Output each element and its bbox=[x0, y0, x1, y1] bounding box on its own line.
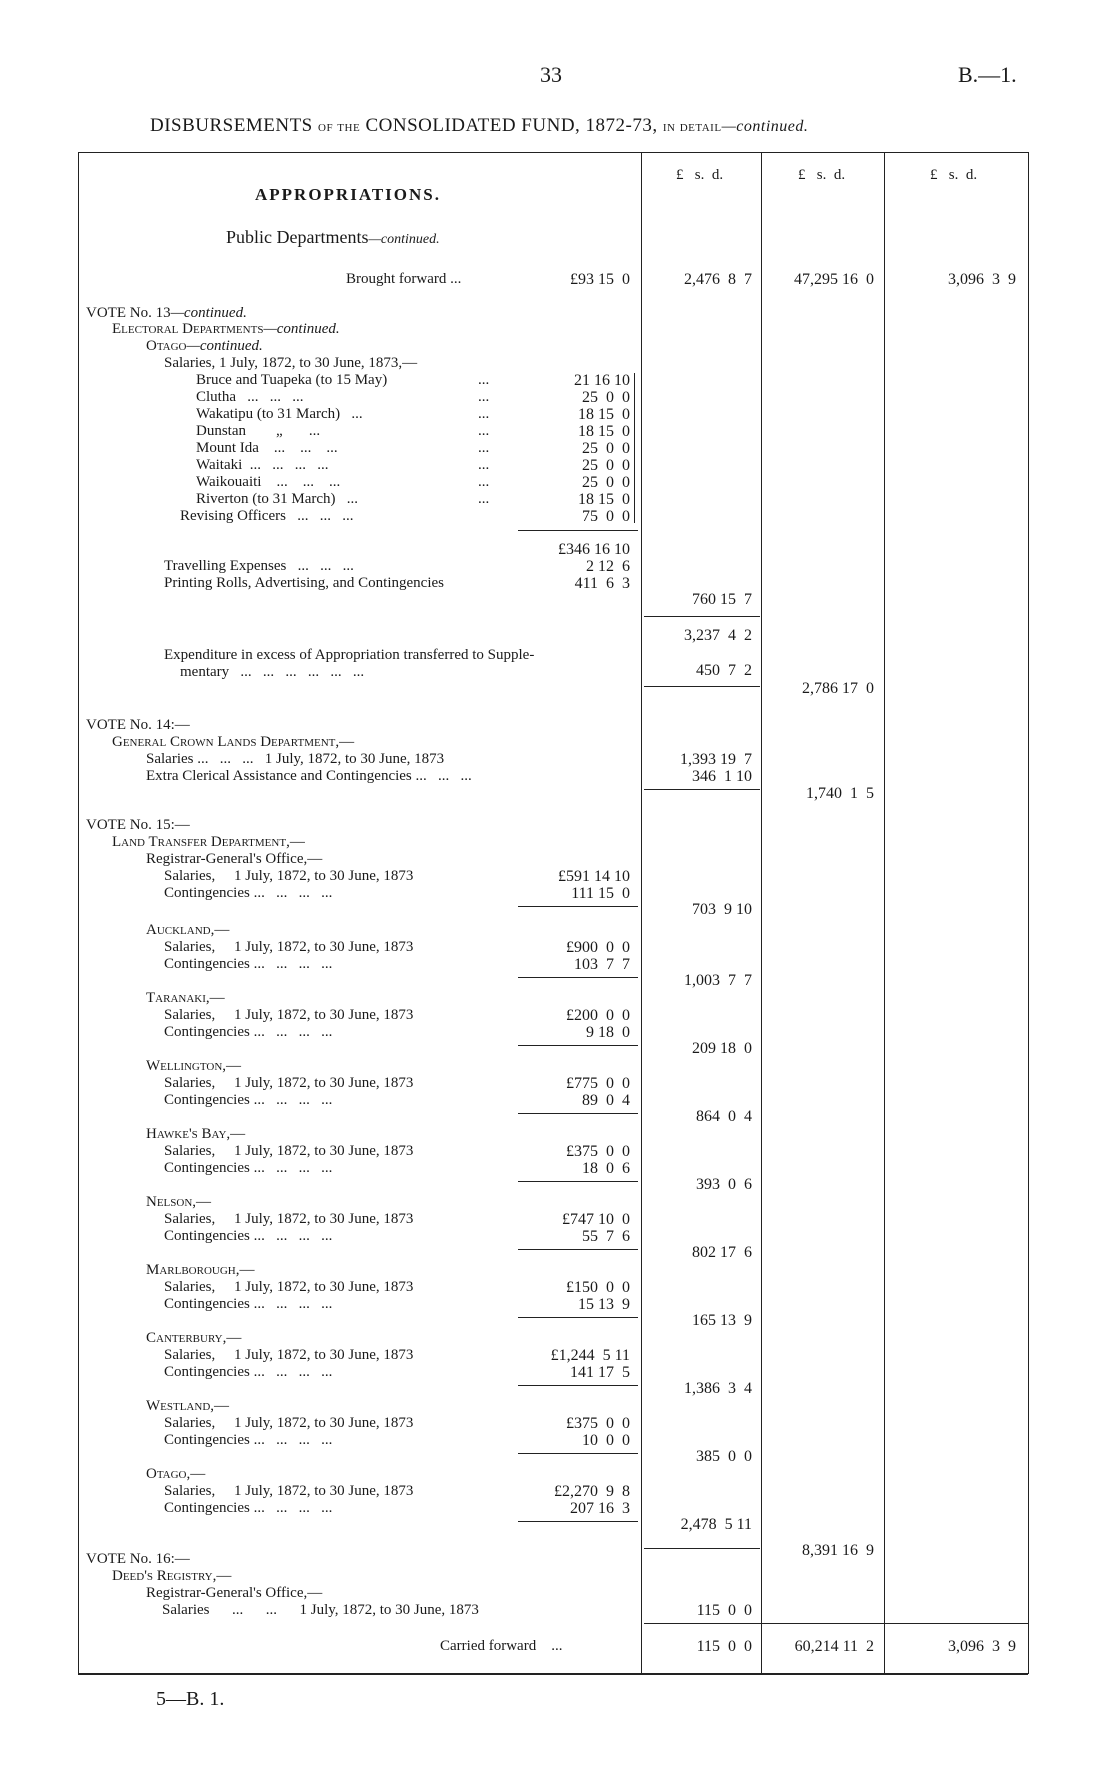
appropriations-heading: APPROPRIATIONS. bbox=[255, 185, 441, 204]
col3-divider bbox=[884, 152, 885, 1674]
section-total: 864 0 4 bbox=[696, 1108, 752, 1125]
brought-forward-label: Brought forward ... bbox=[346, 271, 462, 287]
vote14-dept: General Crown Lands Department,— bbox=[112, 734, 355, 750]
salaries-amount: £775 0 0 bbox=[566, 1075, 630, 1092]
item-dots: ... bbox=[478, 491, 490, 507]
page-title bbox=[150, 116, 808, 135]
contingencies-amount: 55 7 6 bbox=[582, 1228, 630, 1245]
excess-label-1: Expenditure in excess of Appropriation transferred to Supple- bbox=[164, 647, 535, 663]
title-of-the: of the bbox=[318, 119, 361, 135]
vote14-heading: VOTE No. 14:— bbox=[86, 717, 190, 733]
contingencies-amount: 18 0 6 bbox=[582, 1160, 630, 1177]
vote13-otago-label: Otago bbox=[146, 338, 187, 354]
section-total: 802 17 6 bbox=[692, 1244, 752, 1261]
vote14-rule bbox=[644, 789, 760, 790]
vote16-heading: VOTE No. 16:— bbox=[86, 1551, 190, 1567]
vote15-dept: Land Transfer Department,— bbox=[112, 834, 305, 850]
item-dots: ... bbox=[478, 423, 490, 439]
contingencies-label: Contingencies ... ... ... ... bbox=[164, 1432, 333, 1448]
brought-forward-c3: 3,096 3 9 bbox=[948, 271, 1016, 288]
item-amount: 25 0 0 bbox=[582, 457, 630, 474]
salaries-label: Salaries, 1 July, 1872, to 30 June, 1873 bbox=[164, 1075, 414, 1091]
table-top-rule bbox=[78, 152, 1028, 153]
section-name: Westland,— bbox=[146, 1398, 230, 1414]
vote13-net: 2,786 17 0 bbox=[802, 680, 874, 697]
contingencies-label: Contingencies ... ... ... ... bbox=[164, 1296, 333, 1312]
item-amount: 25 0 0 bbox=[582, 389, 630, 406]
vote15-regoffice: Registrar-General's Office,— bbox=[146, 851, 323, 867]
salaries-amount: £1,244 5 11 bbox=[550, 1347, 630, 1364]
item-amount: 21 16 10 bbox=[574, 372, 630, 389]
vote16-salaries-label: Salaries ... ... 1 July, 1872, to 30 June, 1873 bbox=[162, 1602, 479, 1618]
vote14-salaries-label: Salaries ... ... ... 1 July, 1872, to 30 June, 1873 bbox=[146, 751, 445, 767]
vote13-heading bbox=[86, 306, 247, 321]
excess-amount: 450 7 2 bbox=[696, 662, 752, 679]
salaries-label: Salaries, 1 July, 1872, to 30 June, 1873 bbox=[164, 1483, 414, 1499]
salaries-amount: £200 0 0 bbox=[566, 1007, 630, 1024]
salaries-label: Salaries, 1 July, 1872, to 30 June, 1873 bbox=[164, 1415, 414, 1431]
contingencies-amount: 141 17 5 bbox=[570, 1364, 630, 1381]
item-label: Wakatipu (to 31 March) ... bbox=[196, 406, 363, 422]
salaries-label: Salaries, 1 July, 1872, to 30 June, 1873 bbox=[164, 1347, 414, 1363]
contingencies-amount: 89 0 4 bbox=[582, 1092, 630, 1109]
title-in-detail: in detail bbox=[662, 119, 722, 135]
salaries-label: Salaries, 1 July, 1872, to 30 June, 1873 bbox=[164, 1143, 414, 1159]
section-rule bbox=[518, 1521, 638, 1522]
public-departments-label: Public Departments bbox=[226, 227, 369, 247]
salaries-label: Salaries, 1 July, 1872, to 30 June, 1873 bbox=[164, 1007, 414, 1023]
section-total: 1,386 3 4 bbox=[684, 1380, 752, 1397]
contingencies-amount: 9 18 0 bbox=[586, 1024, 630, 1041]
vote13-cont: —continued. bbox=[170, 305, 247, 321]
contingencies-amount: 15 13 9 bbox=[578, 1296, 630, 1313]
section-name: Auckland,— bbox=[146, 922, 230, 938]
vote14-salaries-amount: 1,393 19 7 bbox=[680, 751, 752, 768]
section-rule bbox=[518, 1317, 638, 1318]
travelling-amount: 2 12 6 bbox=[586, 558, 630, 575]
item-label: Riverton (to 31 March) ... bbox=[196, 491, 359, 507]
vote14-extra-amount: 346 1 10 bbox=[692, 768, 752, 785]
carried-forward-label: Carried forward ... bbox=[440, 1638, 563, 1654]
contingencies-label: Contingencies ... ... ... ... bbox=[164, 1500, 333, 1516]
contingencies-amount: 10 0 0 bbox=[582, 1432, 630, 1449]
carried-forward-rule bbox=[644, 1623, 1028, 1624]
section-name: Otago,— bbox=[146, 1466, 206, 1482]
page-number: 33 bbox=[540, 62, 562, 87]
vote13-total: 760 15 7 bbox=[692, 591, 752, 608]
contingencies-amount: 207 16 3 bbox=[570, 1500, 630, 1517]
section-total: 1,003 7 7 bbox=[684, 972, 752, 989]
item-label: Clutha ... ... ... bbox=[196, 389, 304, 405]
brought-forward-c1: 2,476 8 7 bbox=[684, 271, 752, 288]
salaries-amount: £150 0 0 bbox=[566, 1279, 630, 1296]
section-rule bbox=[518, 977, 638, 978]
item-dots: ... bbox=[478, 457, 490, 473]
vote13-total-rule bbox=[644, 616, 760, 617]
brought-forward-sub: £93 15 0 bbox=[570, 271, 630, 288]
contingencies-amount: 103 7 7 bbox=[574, 956, 630, 973]
table-left-border bbox=[78, 152, 79, 1674]
vote15-final-rule bbox=[644, 1548, 760, 1549]
col2-divider bbox=[761, 152, 762, 1674]
section-total: 209 18 0 bbox=[692, 1040, 752, 1057]
section-rule bbox=[518, 1453, 638, 1454]
section-rule bbox=[518, 1385, 638, 1386]
doc-reference: B.—1. bbox=[958, 62, 1017, 87]
vote13-total-with-bf: 3,237 4 2 bbox=[684, 627, 752, 644]
vote13-dept-label: Electoral Departments bbox=[112, 321, 264, 337]
col1-header: £ s. d. bbox=[676, 167, 724, 183]
vote15-grand-total: 8,391 16 9 bbox=[802, 1542, 874, 1559]
salaries-amount: £591 14 10 bbox=[558, 868, 630, 885]
item-amount: 18 15 0 bbox=[578, 423, 630, 440]
item-dots: ... bbox=[478, 372, 490, 388]
vote16-salaries-amount: 115 0 0 bbox=[696, 1602, 752, 1619]
item-dots: ... bbox=[478, 406, 490, 422]
section-name: Nelson,— bbox=[146, 1194, 212, 1210]
salaries-label: Salaries, 1 July, 1872, to 30 June, 1873 bbox=[164, 939, 414, 955]
contingencies-label: Contingencies ... ... ... ... bbox=[164, 1228, 333, 1244]
salaries-label: Salaries, 1 July, 1872, to 30 June, 1873 bbox=[164, 1211, 414, 1227]
excess-label-2: mentary ... ... ... ... ... ... bbox=[180, 664, 365, 680]
revising-officers-amount: 75 0 0 bbox=[582, 508, 630, 525]
salaries-amount: £375 0 0 bbox=[566, 1415, 630, 1432]
section-name: Canterbury,— bbox=[146, 1330, 242, 1346]
title-main: DISBURSEMENTS bbox=[150, 115, 313, 136]
salaries-label: Salaries, 1 July, 1872, to 30 June, 1873 bbox=[164, 1279, 414, 1295]
contingencies-label: Contingencies ... ... ... ... bbox=[164, 1160, 333, 1176]
section-rule bbox=[518, 1181, 638, 1182]
item-label: Waitaki ... ... ... ... bbox=[196, 457, 329, 473]
printing-amount: 411 6 3 bbox=[574, 575, 630, 592]
section-rule bbox=[518, 906, 638, 907]
title-continued: —continued. bbox=[721, 118, 809, 135]
vote13-dept bbox=[112, 322, 340, 337]
vote16-dept: Deed's Registry,— bbox=[112, 1568, 232, 1584]
travelling-label: Travelling Expenses ... ... ... bbox=[164, 558, 354, 574]
section-total: 165 13 9 bbox=[692, 1312, 752, 1329]
brought-forward-c2: 47,295 16 0 bbox=[794, 271, 874, 288]
footer-signature: 5—B. 1. bbox=[156, 1688, 225, 1710]
carried-forward-c3: 3,096 3 9 bbox=[948, 1638, 1016, 1655]
item-label: Bruce and Tuapeka (to 15 May) bbox=[196, 372, 388, 388]
section-total: 385 0 0 bbox=[696, 1448, 752, 1465]
item-dots: ... bbox=[478, 389, 490, 405]
contingencies-label: Contingencies ... ... ... ... bbox=[164, 1092, 333, 1108]
section-rule bbox=[518, 1113, 638, 1114]
vote13-otago-cont: —continued. bbox=[186, 338, 263, 354]
vote16-regoffice: Registrar-General's Office,— bbox=[146, 1585, 323, 1601]
col2-header: £ s. d. bbox=[798, 167, 846, 183]
vote14-extra-label: Extra Clerical Assistance and Contingencies ... ... ... bbox=[146, 768, 472, 784]
vote13-sub-rule bbox=[634, 373, 635, 523]
item-amount: 18 15 0 bbox=[578, 406, 630, 423]
col3-header: £ s. d. bbox=[930, 167, 978, 183]
col1-divider bbox=[641, 152, 642, 1674]
section-name: Hawke's Bay,— bbox=[146, 1126, 246, 1142]
item-label: Dunstan „ ... bbox=[196, 423, 321, 439]
contingencies-label: Contingencies ... ... ... ... bbox=[164, 1024, 333, 1040]
contingencies-label: Contingencies ... ... ... ... bbox=[164, 1364, 333, 1380]
carried-forward-c1: 115 0 0 bbox=[696, 1638, 752, 1655]
salaries-amount: £375 0 0 bbox=[566, 1143, 630, 1160]
section-name: Taranaki,— bbox=[146, 990, 225, 1006]
vote13-subtotal: £346 16 10 bbox=[558, 541, 630, 558]
item-dots: ... bbox=[478, 474, 490, 490]
carried-forward-c2: 60,214 11 2 bbox=[794, 1638, 874, 1655]
salaries-amount: £900 0 0 bbox=[566, 939, 630, 956]
contingencies-label: Contingencies ... ... ... ... bbox=[164, 885, 333, 901]
item-label: Waikouaiti ... ... ... bbox=[196, 474, 341, 490]
excess-rule bbox=[644, 686, 760, 687]
item-amount: 18 15 0 bbox=[578, 491, 630, 508]
vote13-otago bbox=[146, 339, 263, 354]
section-name: Marlborough,— bbox=[146, 1262, 255, 1278]
item-amount: 25 0 0 bbox=[582, 474, 630, 491]
vote13-label: VOTE No. 13 bbox=[86, 305, 171, 321]
salaries-label: Salaries, 1 July, 1872, to 30 June, 1873 bbox=[164, 868, 414, 884]
title-fund: CONSOLIDATED FUND, 1872-73, bbox=[365, 115, 658, 136]
contingencies-amount: 111 15 0 bbox=[571, 885, 630, 902]
salaries-amount: £2,270 9 8 bbox=[554, 1483, 630, 1500]
section-rule bbox=[518, 1045, 638, 1046]
revising-officers-label: Revising Officers ... ... ... bbox=[180, 508, 354, 524]
table-right-border bbox=[1028, 152, 1029, 1674]
vote13-salaries-head: Salaries, 1 July, 1872, to 30 June, 1873,— bbox=[164, 355, 418, 371]
vote15-heading: VOTE No. 15:— bbox=[86, 817, 190, 833]
vote13-subtotal-rule bbox=[518, 530, 638, 531]
section-total: 2,478 5 11 bbox=[680, 1516, 752, 1533]
printing-label: Printing Rolls, Advertising, and Contingencies bbox=[164, 575, 444, 591]
vote14-total: 1,740 1 5 bbox=[806, 785, 874, 802]
section-total: 393 0 6 bbox=[696, 1176, 752, 1193]
section-name: Wellington,— bbox=[146, 1058, 242, 1074]
item-dots: ... bbox=[478, 440, 490, 456]
section-total: 703 9 10 bbox=[692, 901, 752, 918]
salaries-amount: £747 10 0 bbox=[562, 1211, 630, 1228]
item-amount: 25 0 0 bbox=[582, 440, 630, 457]
item-label: Mount Ida ... ... ... bbox=[196, 440, 338, 456]
public-departments-heading bbox=[226, 228, 440, 247]
section-rule bbox=[518, 1249, 638, 1250]
contingencies-label: Contingencies ... ... ... ... bbox=[164, 956, 333, 972]
table-bottom-rule bbox=[78, 1673, 1028, 1675]
vote13-dept-cont: —continued. bbox=[263, 321, 340, 337]
public-departments-cont: —continued. bbox=[368, 232, 440, 247]
